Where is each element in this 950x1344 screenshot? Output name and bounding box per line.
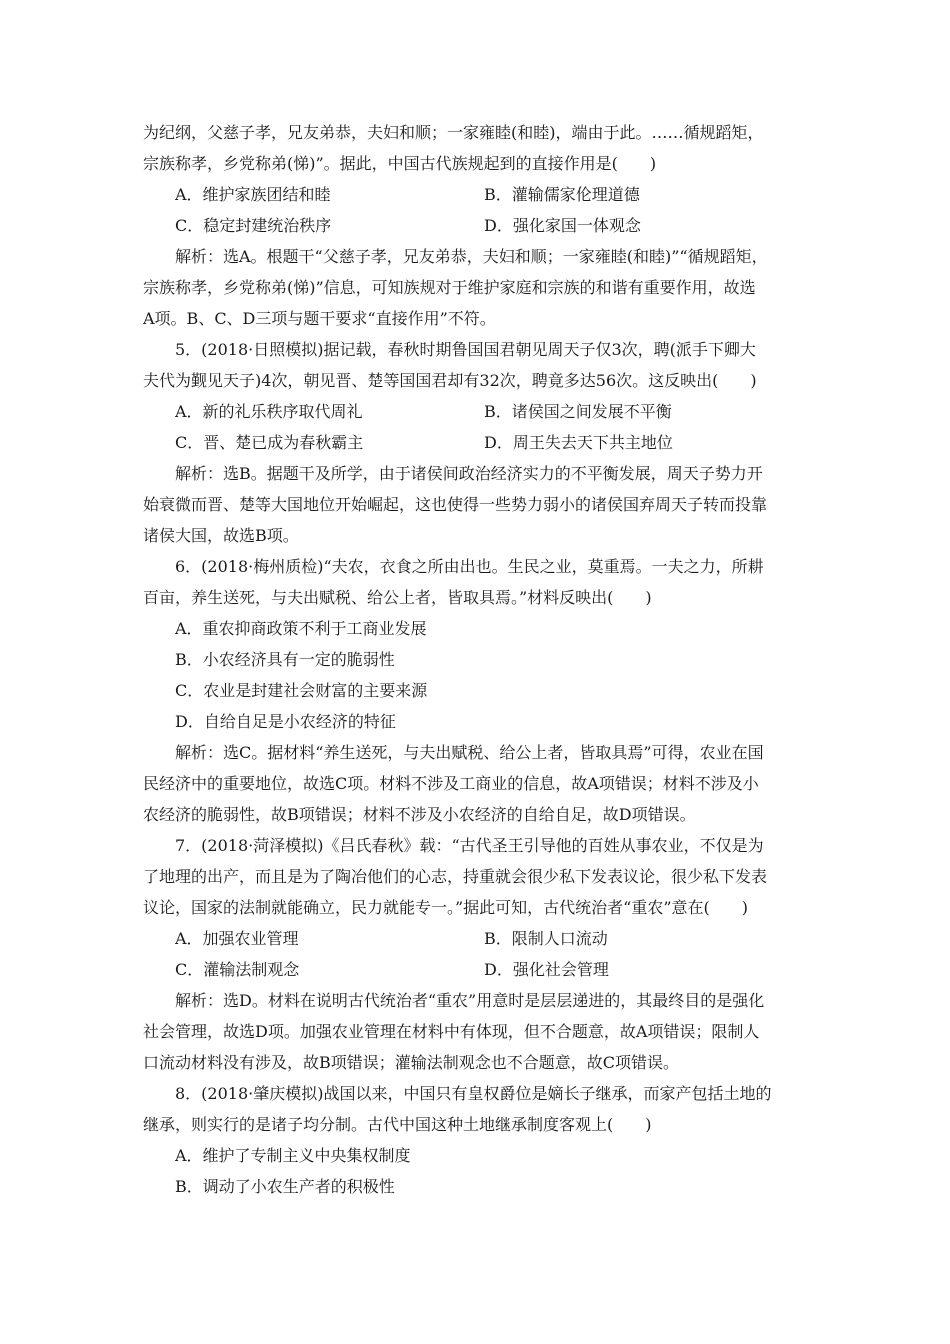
q8-option-b: B．调动了小农生产者的积极性 bbox=[175, 1177, 395, 1196]
q4-options-row bbox=[143, 210, 807, 241]
q7-option-c: C．灌输法制观念 bbox=[175, 960, 300, 979]
q5-option-d: D．周王失去天下共主地位 bbox=[484, 433, 673, 452]
q5-options-row bbox=[143, 396, 807, 427]
q8-stem-line: 8．(2018·肇庆模拟)战国以来，中国只有皇权爵位是嫡长子继承，而家产包括土地的 bbox=[175, 1084, 772, 1103]
q5-analysis-line: 解析：选B。据题干及所学，由于诸侯间政治经济实力的不平衡发展，周天子势力开 bbox=[175, 464, 763, 483]
q5-option-c: C．晋、楚已成为春秋霸主 bbox=[175, 433, 364, 452]
q6-analysis-line: 解析：选C。据材料“养生送死，与夫出赋税、给公上者，皆取具焉”可得，农业在国 bbox=[175, 743, 764, 762]
q4-stem-line: 宗族称孝，乡党称弟(悌)”。据此，中国古代族规起到的直接作用是( ) bbox=[143, 154, 657, 173]
q7-options-row bbox=[143, 954, 807, 985]
q5-stem-line: 5．(2018·日照模拟)据记载，春秋时期鲁国国君朝见周天子仅3次，聘(派手下卿大 bbox=[175, 340, 756, 359]
q7-options-row bbox=[143, 923, 807, 954]
q8-option-a: A．维护了专制主义中央集权制度 bbox=[175, 1146, 411, 1165]
q7-stem-line: 议论，国家的法制就能确立，民力就能专一。”据此可知，古代统治者“重农”意在( ) bbox=[143, 898, 749, 917]
q5-stem-line: 夫代为觐见天子)4次，朝见晋、楚等国国君却有32次，聘竟多达56次。这反映出( ) bbox=[143, 371, 757, 390]
q4-option-a: A．维护家族团结和睦 bbox=[175, 185, 331, 204]
q6-option-d: D．自给自足是小农经济的特征 bbox=[175, 712, 396, 731]
q6-option-b: B．小农经济具有一定的脆弱性 bbox=[175, 650, 395, 669]
q6-analysis-line: 农经济的脆弱性，故B项错误；材料不涉及小农经济的自给自足，故D项错误。 bbox=[143, 805, 696, 824]
q7-stem-line: 了地理的出产，而且是为了陶冶他们的心志，持重就会很少私下发表议论，很少私下发表 bbox=[143, 867, 768, 886]
q5-options-row bbox=[143, 427, 807, 458]
q6-stem-line: 6．(2018·梅州质检)“夫农，衣食之所由出也。生民之业，莫重焉。一夫之力，所耕 bbox=[175, 557, 764, 576]
q7-analysis-line: 口流动材料没有涉及，故B项错误；灌输法制观念也不合题意，故C项错误。 bbox=[143, 1053, 680, 1072]
q5-analysis-line: 始衰微而晋、楚等大国地位开始崛起，这也使得一些势力弱小的诸侯国弃周天子转而投靠 bbox=[143, 495, 768, 514]
q7-option-a: A．加强农业管理 bbox=[175, 929, 299, 948]
q7-option-d: D．强化社会管理 bbox=[484, 960, 609, 979]
q4-analysis-line: 宗族称孝，乡党称弟(悌)”信息，可知族规对于维护家庭和宗族的和谐有重要作用，故选 bbox=[143, 278, 756, 297]
q7-analysis-line: 社会管理，故选D项。加强农业管理在材料中有体现，但不合题意，故A项错误；限制人 bbox=[143, 1022, 760, 1041]
q7-option-b: B．限制人口流动 bbox=[484, 929, 608, 948]
q4-stem-line: 为纪纲，父慈子孝，兄友弟恭，夫妇和顺；一家雍睦(和睦)，端由于此。……循规蹈矩， bbox=[143, 123, 764, 142]
q4-analysis-line: 解析：选A。根题干“父慈子孝，兄友弟恭，夫妇和顺；一家雍睦(和睦)”“循规蹈矩， bbox=[175, 247, 768, 266]
q5-analysis-line: 诸侯大国，故选B项。 bbox=[143, 526, 299, 545]
q4-options-row bbox=[143, 179, 807, 210]
q4-option-d: D．强化家国一体观念 bbox=[484, 216, 641, 235]
q8-stem-line: 继承，则实行的是诸子均分制。古代中国这种土地继承制度客观上( ) bbox=[143, 1115, 652, 1134]
q6-option-a: A．重农抑商政策不利于工商业发展 bbox=[175, 619, 427, 638]
q7-analysis-line: 解析：选D。材料在说明古代统治者“重农”用意时是层层递进的，其最终目的是强化 bbox=[175, 991, 765, 1010]
q4-analysis-line: A项。B、C、D三项与题干要求“直接作用”不符。 bbox=[143, 309, 496, 328]
q6-stem-line: 百亩，养生送死，与夫出赋税、给公上者，皆取具焉。”材料反映出( ) bbox=[143, 588, 652, 607]
q5-option-a: A．新的礼乐秩序取代周礼 bbox=[175, 402, 363, 421]
q6-analysis-line: 民经济中的重要地位，故选C项。材料不涉及工商业的信息，故A项错误；材料不涉及小 bbox=[143, 774, 759, 793]
q7-stem-line: 7．(2018·菏泽模拟)《吕氏春秋》载：“古代圣王引导他的百姓从事农业，不仅是为 bbox=[175, 836, 764, 855]
q4-option-c: C．稳定封建统治秩序 bbox=[175, 216, 332, 235]
q5-option-b: B．诸侯国之间发展不平衡 bbox=[484, 402, 672, 421]
q6-option-c: C．农业是封建社会财富的主要来源 bbox=[175, 681, 428, 700]
q4-option-b: B．灌输儒家伦理道德 bbox=[484, 185, 640, 204]
